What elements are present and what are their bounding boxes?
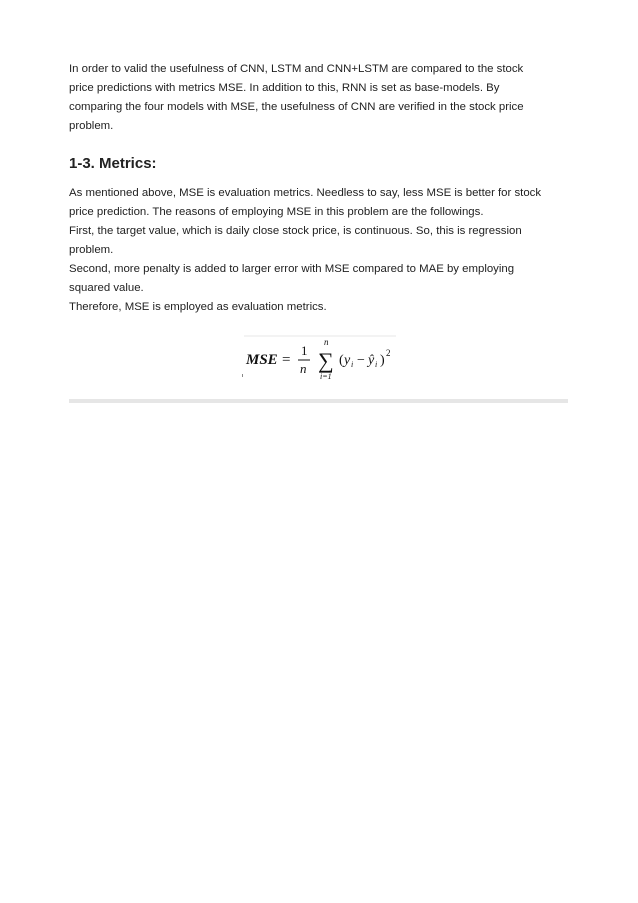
- sum-symbol: ∑: [318, 348, 334, 373]
- metrics-line: problem.: [69, 244, 114, 256]
- metrics-line: First, the target value, which is daily close stock price, is continuous. So, this is regression: [69, 225, 522, 237]
- metrics-paragraph: [69, 184, 569, 317]
- formula-y-hat-subscript: i: [375, 360, 378, 369]
- intro-line: problem.: [69, 120, 114, 132]
- formula-top-edge: [244, 335, 396, 337]
- formula-exponent: 2: [386, 348, 391, 358]
- document-page: [69, 60, 569, 393]
- intro-line: comparing the four models with MSE, the usefulness of CNN are verified in the stock price: [69, 101, 524, 113]
- formula-open-paren: (: [339, 353, 344, 368]
- section-divider: [69, 399, 568, 403]
- sum-upper-limit: n: [324, 337, 329, 347]
- formula-artifact: [242, 374, 243, 377]
- formula-denominator: n: [300, 361, 307, 376]
- metrics-line: price prediction. The reasons of employing MSE in this problem are the followings.: [69, 206, 484, 218]
- formula-lhs: MSE: [246, 352, 278, 368]
- formula-y-hat: ŷ: [368, 353, 375, 368]
- formula-equals: =: [282, 352, 291, 368]
- formula-y: y: [344, 353, 351, 368]
- formula-y-subscript: i: [351, 360, 354, 369]
- metrics-line: squared value.: [69, 282, 144, 294]
- formula-minus: −: [357, 353, 365, 368]
- metrics-line: As mentioned above, MSE is evaluation metrics. Needless to say, less MSE is better for stock: [69, 187, 542, 199]
- mse-formula: [244, 335, 396, 381]
- formula-container: [69, 335, 569, 393]
- sum-lower-limit: i=1: [320, 372, 332, 381]
- intro-paragraph: [69, 60, 569, 136]
- intro-line: price predictions with metrics MSE. In addition to this, RNN is set as base-models. By: [69, 82, 500, 94]
- formula-numerator: 1: [301, 343, 308, 358]
- intro-line: In order to valid the usefulness of CNN, LSTM and CNN+LSTM are compared to the stock: [69, 63, 524, 75]
- formula-close-paren: ): [380, 353, 385, 368]
- metrics-line: Second, more penalty is added to larger error with MSE compared to MAE by employing: [69, 263, 515, 275]
- section-heading: 1-3. Metrics:: [69, 155, 157, 172]
- metrics-line: Therefore, MSE is employed as evaluation metrics.: [69, 301, 327, 313]
